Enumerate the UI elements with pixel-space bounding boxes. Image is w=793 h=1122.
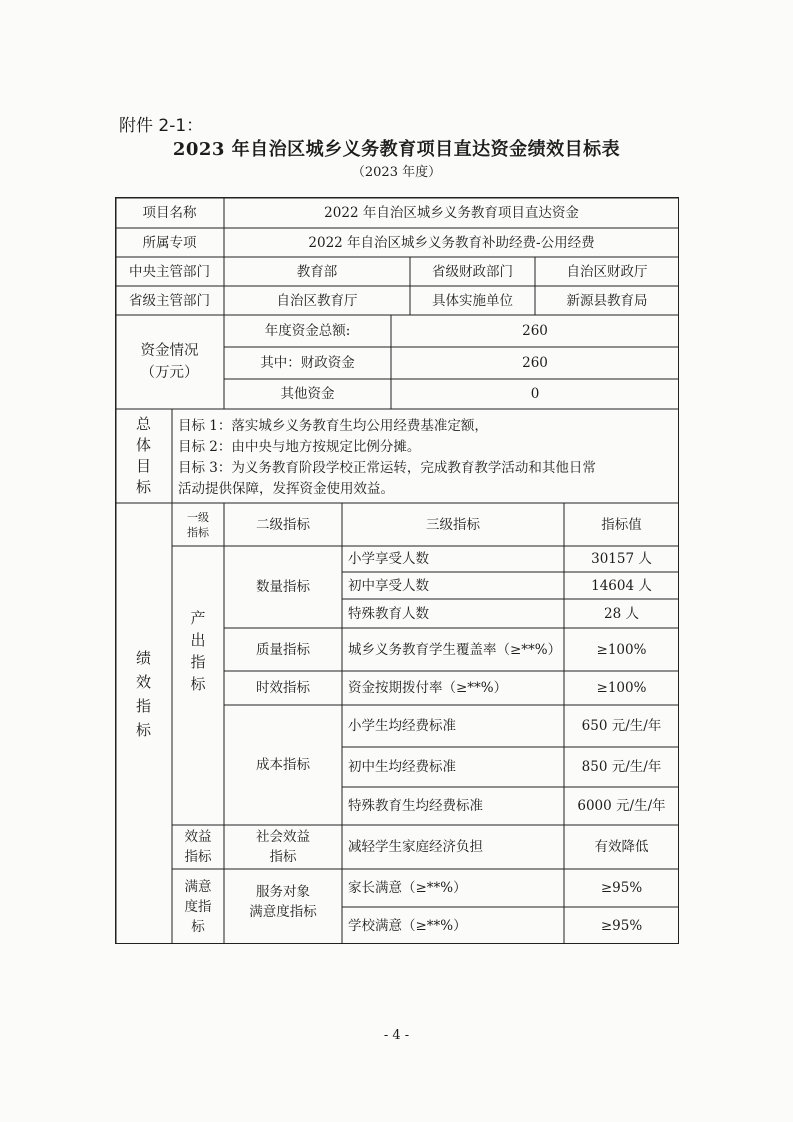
- indicator-name: 家长满意（≥**%）: [348, 880, 467, 896]
- social-benefit-label: [224, 825, 342, 869]
- indicators-label-char: 绩: [135, 648, 151, 667]
- level2-header: 二级指标: [256, 516, 310, 533]
- satisfaction-label-line: 度指: [184, 898, 212, 915]
- indicator-value: ≥100%: [596, 641, 647, 658]
- output-indicators-label: [172, 546, 224, 825]
- goals-label-char: 标: [135, 478, 151, 496]
- goals-label-char: 目: [135, 457, 151, 475]
- goal-line: 目标 1：落实城乡义务教育生均公用经费基准定额，: [178, 418, 488, 434]
- funds-label: [115, 315, 224, 409]
- service-label-line: 满意度指标: [249, 903, 317, 920]
- funds-label-line2: （万元）: [140, 365, 199, 381]
- indicator-name: 初中享受人数: [348, 577, 429, 594]
- indicators-label-char: 标: [135, 720, 151, 739]
- attachment-label: 附件 2-1：: [119, 116, 204, 136]
- cost-indicator-label: 成本指标: [256, 757, 310, 773]
- prov-finance-value: 自治区财政厅: [566, 263, 648, 280]
- indicator-name: 减轻学生家庭经济负担: [348, 839, 483, 855]
- overall-goals-text: [172, 413, 677, 499]
- funds-fiscal-value: 260: [522, 355, 548, 371]
- indicator-value: 6000 元/生/年: [577, 798, 666, 814]
- output-label-char: 出: [190, 630, 206, 649]
- central-dept-value: 教育部: [296, 263, 338, 280]
- project-name-label: 项目名称: [142, 204, 197, 221]
- goal-line: 活动提供保障，发挥资金使用效益。: [178, 481, 394, 497]
- indicators-label-char: 指: [135, 696, 151, 715]
- category-value: 2022 年自治区城乡义务教育补助经费-公用经费: [308, 234, 595, 251]
- performance-target-table: [115, 197, 679, 944]
- funds-total-label: 年度资金总额:: [264, 323, 351, 339]
- indicator-value: 28 人: [604, 605, 639, 622]
- social-label-line: 指标: [269, 849, 297, 865]
- indicator-value: 850 元/生/年: [581, 759, 662, 775]
- goals-label-char: 总: [135, 415, 151, 433]
- timeliness-indicator-label: 时效指标: [256, 680, 310, 696]
- indicator-name: 城乡义务教育学生覆盖率（≥**%）: [348, 641, 562, 658]
- page-subtitle: （2023 年度）: [351, 165, 442, 180]
- project-name-value: 2022 年自治区城乡义务教育项目直达资金: [324, 204, 579, 221]
- indicator-value: ≥95%: [600, 880, 643, 896]
- indicator-value: 有效降低: [594, 839, 649, 855]
- goal-line: 目标 2：由中央与地方按规定比例分摊。: [178, 439, 421, 455]
- satisfaction-label-line: 满意: [184, 878, 212, 895]
- level3-header: 三级指标: [426, 516, 480, 533]
- page-number: - 4 -: [383, 1028, 410, 1043]
- output-label-char: 标: [190, 674, 206, 693]
- quantity-indicator-label: 数量指标: [256, 579, 310, 595]
- indicator-value: 14604 人: [591, 577, 652, 594]
- funds-fiscal-label: 其中：财政资金: [260, 355, 355, 371]
- prov-dept-value: 自治区教育厅: [276, 292, 358, 309]
- category-label: 所属专项: [142, 234, 197, 251]
- funds-total-value: 260: [522, 323, 548, 339]
- indicator-value: ≥95%: [600, 917, 643, 934]
- central-dept-label: 中央主管部门: [129, 263, 210, 280]
- goals-label-char: 体: [135, 436, 151, 454]
- benefit-label-line: 指标: [184, 849, 212, 865]
- benefit-indicators-label: [172, 825, 224, 869]
- indicator-name: 资金按期拨付率（≥**%）: [348, 680, 508, 696]
- indicator-name: 学校满意（≥**%）: [348, 917, 467, 934]
- service-label-line: 服务对象: [256, 883, 310, 900]
- indicator-name: 小学享受人数: [348, 551, 429, 567]
- page-title: 2023 年自治区城乡义务教育项目直达资金绩效目标表: [172, 139, 621, 160]
- level1-header: [172, 503, 224, 546]
- indicator-name: 特殊教育生均经费标准: [348, 798, 483, 814]
- indicator-value: ≥100%: [596, 680, 647, 696]
- prov-dept-label: 省级主管部门: [129, 292, 210, 309]
- satisfaction-label-line: 标: [191, 918, 205, 935]
- indicator-name: 初中生均经费标准: [348, 759, 456, 775]
- quality-indicator-label: 质量指标: [256, 641, 310, 658]
- value-header: 指标值: [601, 516, 642, 533]
- satisfaction-indicators-label: [172, 869, 224, 944]
- output-label-char: 指: [190, 652, 206, 671]
- funds-other-value: 0: [530, 386, 540, 402]
- indicator-name: 小学生均经费标准: [348, 718, 456, 734]
- performance-indicators-label: [115, 503, 172, 944]
- level1-header-line: 一级: [187, 510, 209, 524]
- impl-unit-value: 新源县教育局: [566, 292, 648, 309]
- indicator-name: 特殊教育人数: [348, 605, 429, 622]
- output-label-char: 产: [190, 608, 206, 627]
- overall-goals-label: [115, 409, 172, 503]
- impl-unit-label: 具体实施单位: [432, 292, 513, 309]
- prov-finance-label: 省级财政部门: [432, 263, 513, 280]
- social-label-line: 社会效益: [256, 829, 310, 845]
- indicator-value: 650 元/生/年: [581, 718, 662, 734]
- indicators-label-char: 效: [135, 672, 151, 691]
- benefit-label-line: 效益: [184, 829, 212, 845]
- level1-header-line: 指标: [187, 525, 209, 539]
- funds-other-label: 其他资金: [280, 386, 335, 402]
- service-satisfaction-label: [224, 869, 342, 944]
- goal-line: 目标 3：为义务教育阶段学校正常运转，完成教育教学活动和其他日常: [178, 460, 596, 476]
- funds-label-line1: 资金情况: [140, 343, 199, 359]
- indicator-value: 30157 人: [591, 551, 652, 567]
